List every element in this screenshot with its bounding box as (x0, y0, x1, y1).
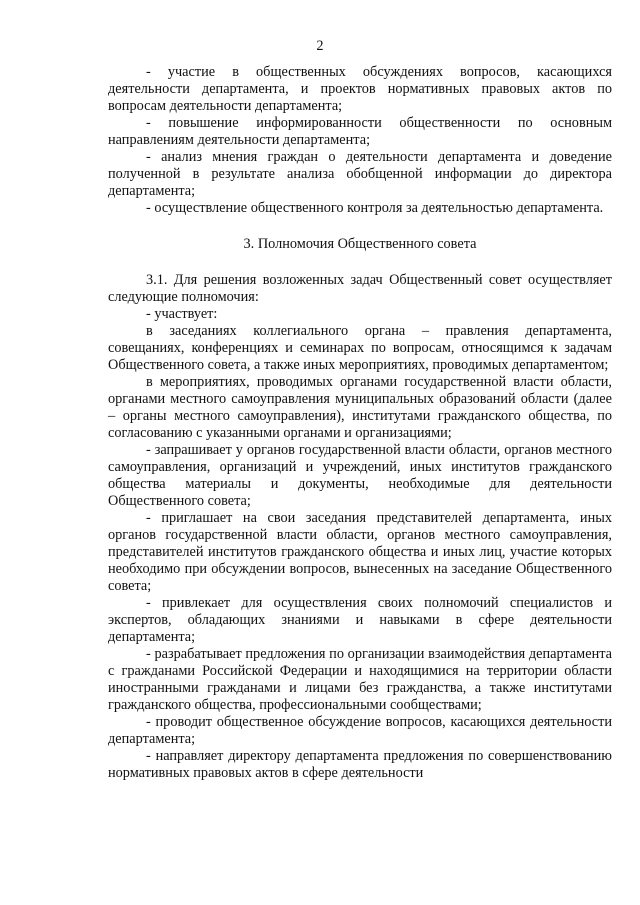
paragraph: - участвует: (146, 306, 218, 322)
paragraph: - проводит общественное обсуждение вопросов, касающихся деятельности департамента; (108, 714, 612, 747)
paragraph: - приглашает на свои заседания представителей департамента, иных органов государственной власти области, органов местного самоуправления, представителей институтов гражданского общества и иных лиц, участие которых необходимо при обсуждении вопросов, вынесенных на заседание Общественного совета; (108, 510, 612, 594)
paragraph: - запрашивает у органов государственной власти области, органов местного самоуправления, организаций и учреждений, иных институтов гражданского общества материалы и документы, необходимые для деятельности Общественного совета; (108, 442, 612, 509)
paragraph: - повышение информированности общественности по основным направлениям деятельности департамента; (108, 115, 612, 148)
paragraph: - участие в общественных обсуждениях вопросов, касающихся деятельности департамента, и проектов нормативных правовых актов по вопросам деятельности департамента; (108, 64, 612, 114)
page-number: 2 (316, 38, 324, 54)
paragraph: - разрабатывает предложения по организации взаимодействия департамента с гражданами Российской Федерации и находящимися на территории области иностранными гражданами и лицами без гражданства, а также институтами гражданского общества, профессиональными сообществами; (108, 646, 612, 713)
paragraph: - привлекает для осуществления своих полномочий специалистов и экспертов, обладающих знаниями и навыками в сфере деятельности департамента; (108, 595, 612, 645)
paragraph: - анализ мнения граждан о деятельности департамента и доведение полученной в результате анализа обобщенной информации до директора департамента; (108, 149, 612, 199)
paragraph: - осуществление общественного контроля за деятельностью департамента. (146, 200, 604, 216)
paragraph: 3.1. Для решения возложенных задач Общественный совет осуществляет следующие полномочия: (108, 272, 612, 305)
document-body (108, 64, 612, 782)
paragraph: в заседаниях коллегиального органа – правления департамента, совещаниях, конференциях и семинарах по вопросам, относящимся к задачам Общественного совета, а также иных мероприятиях, проводимых департаментом; (108, 323, 612, 373)
section-heading: 3. Полномочия Общественного совета (243, 236, 477, 252)
paragraph: - направляет директору департамента предложения по совершенствованию нормативных правовых актов в сфере деятельности (108, 748, 612, 781)
paragraph: в мероприятиях, проводимых органами государственной власти области, органами местного самоуправления муниципальных образований области (далее – органы местного самоуправления), институтами гражданского общества, по согласованию с указанными органами и организациями; (108, 374, 612, 441)
